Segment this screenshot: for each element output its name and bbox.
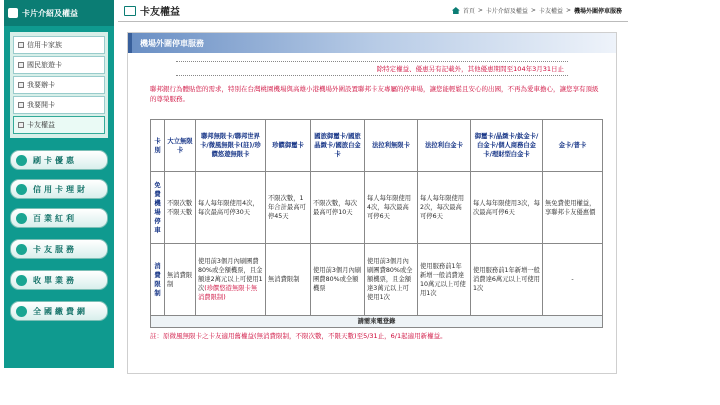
content-panel [127,32,617,374]
table-cell: 使用服務前1年新增一般消費達6萬元以上可使用1次 [471,244,543,316]
bullet-icon [18,42,24,48]
menu-icon [16,155,27,166]
menu-icon [16,275,27,286]
breadcrumb-benefits[interactable]: 卡友權益 [538,8,563,15]
table-cell: 使用前3個月內刷團費80%或全額機票，且金額達3萬元以上可使用1次 [365,244,418,316]
col-header: 法拉利白金卡 [418,120,471,172]
table-cell: 每人每年限使用3次，每次最高可停6天 [471,172,543,244]
table-cell: 使用前3個月內刷團費80%或全額機票，且金額達2萬元以上可使用1次(珍饌悠遊無限卡無消費限制) [196,244,266,316]
table-cell: 每人每年限使用4次，每次最高可停30天 [196,172,266,244]
menu-credit-finance[interactable]: 信用卡理財 [10,179,108,199]
benefits-table [150,119,603,328]
highlight-note: (珍饌悠遊無限卡無消費限制) [198,285,258,301]
menu-icon [16,184,27,195]
sidebar [4,0,114,368]
bullet-icon [18,82,24,88]
table-cell: - [543,244,603,316]
footnote: 註：原微風無限卡之卡友適用舊權益(無消費限制，不限次數，不限天數)至5/31止，6/1起適用新權益。 [150,332,447,340]
col-header: 御璽卡/晶緻卡/鈦金卡/白金卡/個人商務白金卡/理財型白金卡 [471,120,543,172]
menu-acquiring[interactable]: 收單業務 [10,270,108,290]
bullet-icon [18,102,24,108]
menu-cardholder-service[interactable]: 卡友服務 [10,239,108,259]
panel-title: 機場外圍停車服務 [128,33,616,53]
page-title: 卡友權益 [140,7,180,18]
menu-rewards[interactable]: 百業紅利 [10,208,108,228]
table-header-row [151,120,603,172]
home-icon [452,7,460,14]
page-header [118,0,628,22]
sidebar-item-apply-card[interactable]: 我要辦卡 [13,76,105,94]
menu-card-offers[interactable]: 刷卡優惠 [10,150,108,170]
sidebar-item-travel-card[interactable]: 國民旅遊卡 [13,56,105,74]
col-header: 金卡/普卡 [543,120,603,172]
col-header: 聯邦無限卡/聯邦世界卡/微風無限卡(註)/珍饌悠遊無限卡 [196,120,266,172]
table-cell: 不限次數不限天數 [165,172,196,244]
table-cell: 不限次數，1年合計最高可停45天 [266,172,311,244]
sidebar-item-card-family[interactable]: 信用卡家族 [13,36,105,54]
breadcrumb-current: 機場外圍停車服務 [573,8,622,15]
col-header: 珍饌御璽卡 [266,120,311,172]
col-header: 法拉利無限卡 [365,120,418,172]
row-header: 消費限制 [151,244,165,316]
sidebar-header [4,0,114,26]
table-row [151,172,603,244]
row-header: 免費機場停車 [151,172,165,244]
intro-text: 聯邦銀行為體貼您的需求，特別在台灣桃園機場與高雄小港機場外圍設置聯邦卡友專屬的停車場，讓您能輕鬆且安心的出國，不再為愛車擔心，讓您享有頂級的尊榮服務。 [150,85,599,103]
table-cell: 不限次數，每次最高可停10天 [311,172,365,244]
sidebar-item-activate-card[interactable]: 我要開卡 [13,96,105,114]
table-cell: 使用前3個月內刷團費80%或全額機票 [311,244,365,316]
notice-text: 除特定權益、優惠另有記載外，其他優惠期間至104年3月31日止 [376,65,564,73]
table-cell: 每人每年限使用2次，每次最高可停6天 [418,172,471,244]
sidebar-sub-list [10,32,108,138]
register-cell: 請需來電登錄 [151,316,603,328]
col-header: 大立無限卡 [165,120,196,172]
bullet-icon [18,122,24,128]
breadcrumb: 首頁 > 卡片介紹及權益 > 卡友權益 > 機場外圍停車服務 [452,6,622,15]
table-cell: 無消費限制 [165,244,196,316]
table-cell: 無免費使用權益，享聯邦卡友優惠價 [543,172,603,244]
breadcrumb-cards[interactable]: 卡片介紹及權益 [485,8,528,15]
card-icon [8,8,18,18]
sidebar-item-cardholder-benefits[interactable]: 卡友權益 [13,116,105,134]
menu-icon [16,213,27,224]
bullet-icon [18,62,24,68]
card-icon [124,6,136,16]
sidebar-header-label: 卡片介紹及權益 [22,8,78,18]
table-cell: 每人每年限使用4次，每次最高可停6天 [365,172,418,244]
notice-box [176,61,568,76]
breadcrumb-home[interactable]: 首頁 [462,8,475,15]
menu-payment-network[interactable]: 全國繳費網 [10,301,108,321]
col-header: 卡別 [151,120,165,172]
table-row [151,244,603,316]
table-cell: 使用服務前1年新增一般消費達10萬元以上可使用1次 [418,244,471,316]
table-row [151,316,603,328]
col-header: 國旅御璽卡/國旅晶緻卡/國旅白金卡 [311,120,365,172]
menu-icon [16,306,27,317]
menu-icon [16,244,27,255]
table-cell: 無消費限制 [266,244,311,316]
